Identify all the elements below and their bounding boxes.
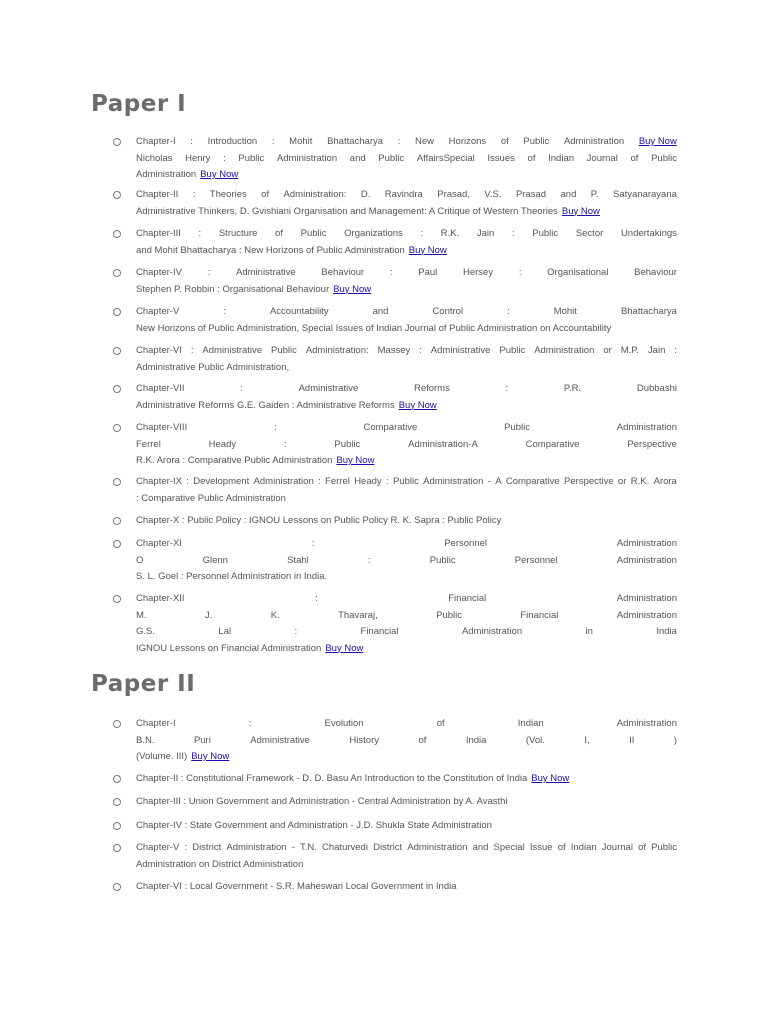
chapter-word: : — [283, 438, 287, 450]
chapter-word: Administration — [616, 718, 677, 729]
chapter-word: Administration: — [305, 345, 369, 356]
chapter-word: Administrative — [236, 267, 296, 278]
buy-now-link[interactable]: Buy Now — [200, 169, 239, 180]
chapter-word: Bhattacharya — [620, 306, 677, 317]
chapter-text-line — [136, 493, 677, 504]
chapter-word: Lal — [218, 626, 232, 637]
buy-now-link[interactable]: Buy Now — [408, 244, 447, 256]
chapter-word: Glenn — [202, 554, 228, 566]
chapter-word: of — [436, 718, 445, 729]
buy-now-link[interactable]: Buy Now — [333, 283, 372, 295]
chapter-word: Perspective — [564, 476, 614, 487]
chapter-word: : — [192, 189, 196, 200]
chapter-text-line — [136, 571, 677, 582]
chapter-word: Introduction — [207, 136, 258, 147]
chapter-word: Chapter-V — [136, 306, 180, 317]
chapter-word: Hersey — [463, 267, 494, 278]
chapter-text-line — [136, 245, 677, 256]
chapter-word: Public — [532, 228, 559, 239]
chapter-word: Personnel — [444, 538, 487, 549]
chapter-word: Nicholas — [136, 152, 173, 164]
chapter-word: - — [487, 476, 491, 487]
chapter-word: Comparative — [525, 438, 580, 450]
chapter-word: G.S. — [136, 626, 156, 637]
chapter-word: and — [472, 842, 489, 853]
chapter-word: of — [630, 152, 639, 164]
chapter-word: Financial — [448, 593, 487, 604]
chapter-word: T.N. — [299, 842, 317, 853]
chapter-text-line — [136, 323, 677, 334]
chapter-text-line — [136, 881, 677, 892]
chapter-word: Administration — [616, 609, 677, 621]
chapter-word: P. — [590, 189, 599, 200]
list-bullet-icon — [113, 517, 121, 525]
chapter-word: of — [275, 228, 283, 239]
chapter-word: Perspective — [627, 438, 677, 450]
chapter-word: : — [397, 136, 401, 147]
chapter-word: : — [420, 228, 424, 239]
chapter-word: O — [136, 554, 144, 566]
chapter-text-line — [136, 362, 677, 373]
chapter-word: Public — [271, 345, 297, 356]
chapter-word: India — [465, 734, 487, 746]
chapter-text-line — [136, 422, 677, 433]
chapter-word: : — [198, 228, 202, 239]
chapter-word: : — [315, 593, 318, 604]
chapter-word: : — [294, 626, 298, 637]
chapter-word: District — [373, 842, 403, 853]
chapter-word: M. — [136, 609, 147, 621]
chapter-word: Behaviour — [634, 267, 677, 278]
chapter-text: Chapter-IV : State Government and Administration - J.D. Shukla State Administration — [136, 820, 492, 831]
chapter-word: : — [674, 345, 677, 356]
chapter-word: (Vol. — [525, 734, 545, 746]
chapter-word: ) — [673, 734, 677, 746]
list-bullet-icon — [113, 385, 121, 393]
list-bullet-icon — [113, 478, 121, 486]
chapter-word: Thavaraj, — [338, 609, 378, 621]
chapter-text-line — [136, 773, 677, 784]
chapter-word: Reforms — [413, 383, 450, 394]
chapter-text-line — [136, 206, 677, 217]
chapter-word: : — [184, 842, 188, 853]
chapter-text-line — [136, 842, 677, 853]
chapter-word: Ravindra — [384, 189, 423, 200]
chapter-word: Administration — [616, 538, 677, 549]
chapter-word: Financial — [520, 609, 559, 621]
chapter-text-line — [136, 751, 677, 762]
chapter-word: : — [419, 345, 422, 356]
chapter-word: Public — [300, 228, 327, 239]
chapter-word: : — [223, 306, 226, 317]
chapter-text: Administration on District Administration — [136, 858, 304, 870]
chapter-word: Indian — [548, 152, 575, 164]
chapter-word: Chapter-VIII — [136, 422, 188, 433]
chapter-word: in — [585, 626, 593, 637]
chapter-word: : — [190, 136, 193, 147]
buy-now-link[interactable]: Buy Now — [336, 455, 375, 466]
chapter-text: R.K. Arora : Comparative Public Administration — [136, 455, 333, 466]
chapter-word: Administration — [563, 136, 625, 147]
chapter-word: Prasad — [515, 189, 547, 200]
chapter-text-line — [136, 476, 677, 487]
chapter-word: Chapter-VI — [136, 345, 182, 356]
chapter-word: Prasad, — [437, 189, 470, 200]
chapter-word: Sector — [575, 228, 604, 239]
chapter-word: Jain — [647, 345, 666, 356]
buy-now-link[interactable]: Buy Now — [398, 399, 437, 411]
chapter-word: : — [240, 383, 243, 394]
chapter-word: of — [638, 842, 646, 853]
chapter-word: : — [207, 267, 211, 278]
chapter-text: Chapter-X : Public Policy : IGNOU Lessons on Public Policy R. K. Sapra : Public Policy — [136, 515, 502, 526]
chapter-word: Chapter-III — [136, 228, 181, 239]
chapter-word: Massey — [377, 345, 411, 356]
chapter-word: of — [500, 136, 509, 147]
chapter-word: Chapter-VII — [136, 383, 185, 394]
chapter-word: History — [349, 734, 379, 746]
chapter-word: Public — [651, 152, 677, 164]
chapter-text-line — [136, 718, 677, 729]
buy-now-link[interactable]: Buy Now — [191, 751, 230, 762]
chapter-text: Chapter-II : Constitutional Framework - D. D. Basu An Introduction to the Constitution of India — [136, 773, 528, 784]
chapter-word: Heady — [208, 438, 237, 450]
chapter-word: Journal — [586, 152, 618, 164]
chapter-word: A — [495, 476, 502, 487]
chapter-word: : — [186, 476, 189, 487]
chapter-word: : — [318, 476, 321, 487]
chapter-word: Administration — [226, 842, 287, 853]
chapter-word: Organizations — [344, 228, 403, 239]
chapter-word: of — [261, 189, 270, 200]
chapter-word: Stahl — [287, 554, 309, 566]
chapter-word: Undertakings — [620, 228, 677, 239]
chapter-word: Jain — [476, 228, 495, 239]
chapter-word: Chapter-V — [136, 842, 180, 853]
paper-1-heading: Paper I — [91, 91, 187, 117]
chapter-word: Administration: — [283, 189, 347, 200]
chapter-word: Special — [493, 842, 525, 853]
chapter-word: and — [560, 189, 577, 200]
chapter-word: Paul — [418, 267, 438, 278]
chapter-text: IGNOU Lessons on Financial Administration — [136, 642, 322, 654]
chapter-word: Public — [334, 438, 361, 450]
chapter-word: Administration — [461, 626, 523, 637]
chapter-text-line — [136, 306, 677, 317]
chapter-word: V.S. — [484, 189, 502, 200]
chapter-word: or — [603, 345, 612, 356]
chapter-word: : — [367, 554, 371, 566]
chapter-word: Public — [436, 609, 462, 621]
chapter-text: Administrative Thinkers, D. Gvishiani Organisation and Management: A Critique of Western Theories — [136, 205, 558, 217]
chapter-text: Administrative Reforms G.E. Gaiden : Administrative Reforms — [136, 399, 395, 411]
chapter-word: Comparative — [363, 422, 418, 433]
chapter-word: R.K. — [440, 228, 460, 239]
chapter-word: Administrative — [250, 734, 310, 746]
chapter-word: Administrative — [298, 383, 359, 394]
list-bullet-icon — [113, 595, 121, 603]
chapter-text-line — [136, 643, 677, 654]
chapter-text: Administrative Public Administration, — [136, 361, 290, 373]
list-bullet-icon — [113, 844, 121, 852]
chapter-text: Chapter-VI : Local Government - S.R. Maheswari Local Government in India — [136, 881, 457, 892]
chapter-word: Development — [193, 476, 250, 487]
chapter-word: Chaturvedi — [322, 842, 368, 853]
chapter-word: Administration — [616, 422, 677, 433]
chapter-word: K. — [270, 609, 280, 621]
chapter-word: Chapter-I — [136, 718, 176, 729]
chapter-text: Stephen P. Robbin : Organisational Behaviour — [136, 283, 330, 295]
chapter-word: : — [511, 228, 515, 239]
list-bullet-icon — [113, 347, 121, 355]
list-bullet-icon — [113, 883, 121, 891]
chapter-text-line — [136, 859, 677, 870]
chapter-word: India — [656, 626, 677, 637]
chapter-word: Financial — [360, 626, 399, 637]
chapter-word: Ferrel — [325, 476, 350, 487]
chapter-word: Henry — [185, 152, 211, 164]
chapter-word: Evolution — [324, 718, 364, 729]
chapter-word: Administration — [423, 476, 484, 487]
chapter-word: : — [507, 306, 510, 317]
chapter-word: or — [618, 476, 627, 487]
chapter-word: Journal — [601, 842, 633, 853]
chapter-text-line — [136, 455, 677, 466]
chapter-word: Chapter-XII — [136, 593, 185, 604]
chapter-word: Heady — [354, 476, 382, 487]
chapter-word: - — [291, 842, 295, 853]
chapter-word: Administration — [616, 554, 677, 566]
chapter-text-line — [136, 515, 677, 526]
list-bullet-icon — [113, 775, 121, 783]
chapter-word: Public — [392, 476, 419, 487]
chapter-word: : — [385, 476, 389, 487]
chapter-word: Horizons — [448, 136, 487, 147]
chapter-text-line — [136, 345, 677, 356]
chapter-text-line — [136, 820, 677, 831]
chapter-word: Organisational — [547, 267, 609, 278]
chapter-word: Public — [238, 152, 265, 164]
chapter-word: : — [274, 422, 277, 433]
chapter-word: Ferrel — [136, 438, 161, 450]
chapter-text-line — [136, 538, 677, 549]
chapter-word: Public — [499, 345, 526, 356]
list-bullet-icon — [113, 308, 121, 316]
chapter-text-line — [136, 284, 677, 295]
chapter-word: D. — [360, 189, 371, 200]
list-bullet-icon — [113, 424, 121, 432]
chapter-word: P.R. — [563, 383, 582, 394]
chapter-text: : Comparative Public Administration — [136, 492, 286, 504]
chapter-word: Accountability — [269, 306, 329, 317]
chapter-text-line — [136, 610, 677, 621]
chapter-word: Behaviour — [321, 267, 365, 278]
chapter-text-line — [136, 555, 677, 566]
chapter-text: S. L. Goel : Personnel Administration in India. — [136, 571, 328, 582]
chapter-text-line — [136, 626, 677, 637]
paper-2-heading: Paper II — [91, 671, 196, 697]
chapter-word: II — [629, 734, 635, 746]
chapter-text-line — [136, 153, 677, 164]
chapter-word: : — [248, 718, 252, 729]
chapter-word: and — [372, 306, 389, 317]
chapter-text-line — [136, 383, 677, 394]
chapter-word: Mohit — [289, 136, 313, 147]
chapter-word: Administration — [534, 345, 595, 356]
chapter-word: Indian — [570, 842, 597, 853]
chapter-word: Public — [651, 842, 677, 853]
chapter-word: : — [223, 152, 226, 164]
chapter-word: Public — [504, 422, 530, 433]
chapter-word: : — [190, 345, 194, 356]
chapter-word: Chapter-II — [136, 189, 179, 200]
chapter-word: M.P. — [620, 345, 639, 356]
chapter-word: : — [389, 267, 393, 278]
chapter-text-line — [136, 439, 677, 450]
chapter-word: Administrative — [202, 345, 263, 356]
chapter-word: Administration — [407, 842, 468, 853]
chapter-word: J. — [204, 609, 213, 621]
chapter-word: Administration-A — [408, 438, 478, 450]
chapter-text: Administration — [136, 169, 197, 180]
list-bullet-icon — [113, 720, 121, 728]
chapter-word: Structure — [218, 228, 258, 239]
chapter-word: Issues — [487, 152, 515, 164]
chapter-word: AffairsSpecial — [416, 152, 475, 164]
chapter-word: Administration — [276, 152, 338, 164]
chapter-word: District — [192, 842, 222, 853]
chapter-word: of — [527, 152, 536, 164]
list-bullet-icon — [113, 191, 121, 199]
chapter-word: Public — [429, 554, 456, 566]
list-bullet-icon — [113, 798, 121, 806]
chapter-word: Administration — [616, 593, 677, 604]
chapter-text-line — [136, 169, 677, 180]
chapter-text: and Mohit Bhattacharya : New Horizons of Public Administration — [136, 244, 405, 256]
chapter-text-line — [136, 189, 677, 200]
chapter-word: Arora — [653, 476, 677, 487]
chapter-text: Chapter-III : Union Government and Administration - Central Administration by A. Avasthi — [136, 796, 508, 807]
chapter-word: of — [557, 842, 566, 853]
chapter-word: Dubbashi — [636, 383, 677, 394]
chapter-word: Administration — [253, 476, 314, 487]
chapter-word: Indian — [517, 718, 544, 729]
chapter-word: Chapter-IV — [136, 267, 182, 278]
buy-now-link[interactable]: Buy Now — [638, 136, 677, 147]
chapter-text: (Volume. III) — [136, 751, 188, 762]
buy-now-link[interactable]: Buy Now — [325, 642, 364, 654]
buy-now-link[interactable]: Buy Now — [561, 205, 600, 217]
chapter-word: New — [415, 136, 435, 147]
chapter-word: : — [271, 136, 275, 147]
chapter-word: : — [518, 267, 522, 278]
chapter-word: B.N. — [136, 734, 155, 746]
chapter-word: Mohit — [553, 306, 577, 317]
chapter-text-line — [136, 735, 677, 746]
chapter-text: New Horizons of Public Administration, Special Issues of Indian Journal of Public Administration on Accountability — [136, 322, 612, 334]
chapter-text-line — [136, 228, 677, 239]
buy-now-link[interactable]: Buy Now — [531, 773, 570, 784]
chapter-word: Theories — [209, 189, 247, 200]
chapter-word: Chapter-XI — [136, 538, 182, 549]
chapter-word: of — [418, 734, 427, 746]
chapter-word: Comparative — [505, 476, 560, 487]
list-bullet-icon — [113, 540, 121, 548]
chapter-word: I, — [584, 734, 590, 746]
chapter-text-line — [136, 796, 677, 807]
list-bullet-icon — [113, 230, 121, 238]
chapter-text-line — [136, 267, 677, 278]
chapter-text-line — [136, 593, 677, 604]
chapter-word: Public — [378, 152, 405, 164]
chapter-word: Personnel — [514, 554, 558, 566]
chapter-word: Bhattacharya — [327, 136, 384, 147]
chapter-word: : — [311, 538, 315, 549]
list-bullet-icon — [113, 269, 121, 277]
chapter-word: R.K. — [630, 476, 650, 487]
chapter-word: Puri — [193, 734, 211, 746]
chapter-text-line — [136, 400, 677, 411]
chapter-word: Issue — [529, 842, 553, 853]
list-bullet-icon — [113, 822, 121, 830]
chapter-word: Chapter-I — [136, 136, 176, 147]
chapter-word: Chapter-IX — [136, 476, 182, 487]
chapter-word: Administrative — [430, 345, 491, 356]
chapter-word: Public — [523, 136, 550, 147]
list-bullet-icon — [113, 138, 121, 146]
chapter-word: : — [505, 383, 509, 394]
chapter-text-line — [136, 136, 677, 147]
chapter-word: Satyanarayana — [613, 189, 677, 200]
chapter-word: and — [349, 152, 366, 164]
chapter-word: Control — [432, 306, 464, 317]
